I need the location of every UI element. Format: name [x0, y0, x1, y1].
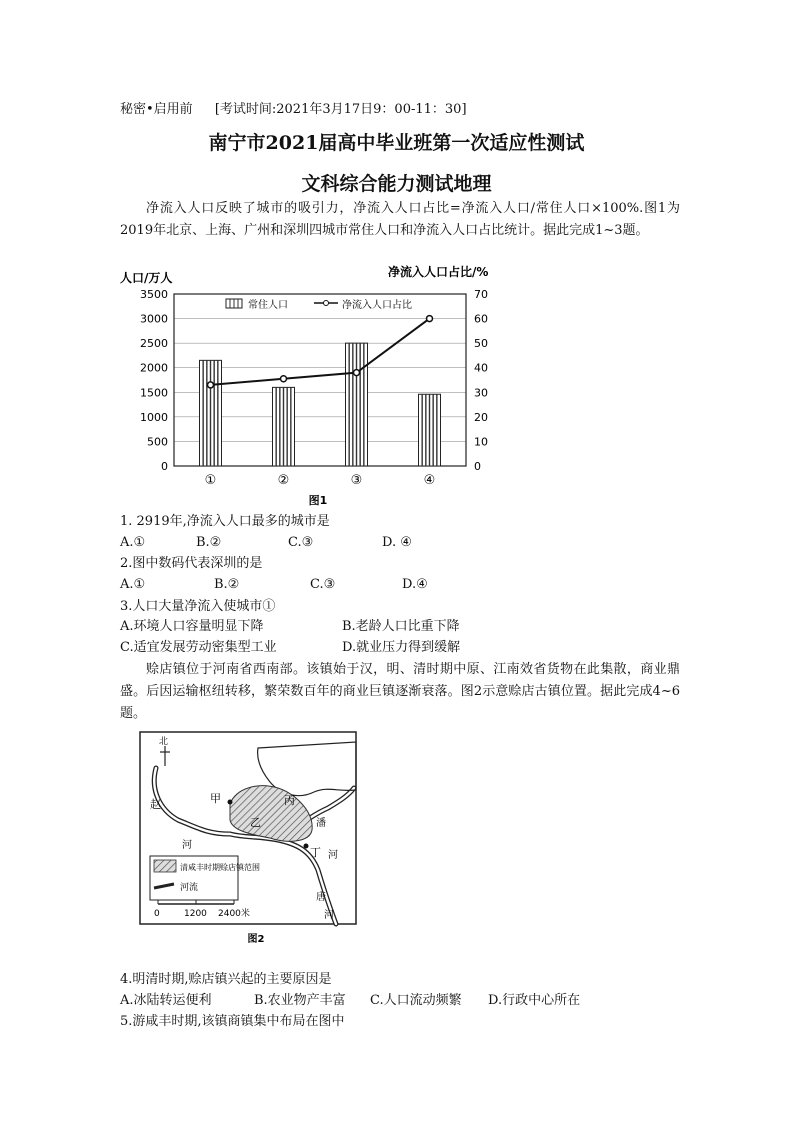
y-right-tick-label: 70: [474, 288, 488, 301]
y-right-tick-label: 20: [474, 410, 488, 424]
question-3-options-row1: [120, 617, 680, 637]
scale-1200: 1200: [184, 909, 207, 919]
question-3-options-row2: [120, 638, 680, 658]
north-label: 北: [159, 737, 169, 747]
y-right-tick-label: 10: [474, 435, 488, 449]
y-left-tick-label: 3500: [140, 288, 168, 301]
tang-label: 唐: [316, 892, 326, 903]
y-axis-left-label: 人口/万人: [120, 271, 173, 285]
exam-time: [考试时间:2021年3月17日9：00-11：30]: [214, 102, 467, 117]
y-left-tick-label: 0: [161, 460, 168, 473]
q2-option-c[interactable]: C.③: [310, 577, 336, 592]
figure-2-caption: 图2: [247, 934, 265, 945]
question-1: 1. 2919年,净流入人口最多的城市是: [120, 514, 330, 529]
q1-option-d[interactable]: D. ④: [382, 535, 412, 550]
ratio-line: [211, 319, 430, 385]
scale-0: 0: [154, 909, 160, 919]
y-left-tick-label: 3000: [140, 312, 168, 326]
y-right-tick-label: 50: [474, 337, 488, 351]
q3-option-c[interactable]: C.适宜发展劳动密集型工业: [120, 640, 277, 655]
pan-he-label: 河: [328, 850, 338, 861]
tang-he-label: 河: [324, 910, 334, 921]
question-4: 4.明清时期,赊店镇兴起的主要原因是: [120, 972, 332, 987]
q1-option-b[interactable]: B.②: [196, 535, 222, 550]
exam-header: [120, 98, 467, 117]
x-category-label: ②: [277, 473, 290, 488]
zhao-label: 赵: [150, 798, 161, 811]
intro-paragraph-1: 净流入人口反映了城市的吸引力，净流入人口占比=净流入人口/常住人口×100%.图1为2019年北京、上海、广州和深圳四城市常住人口和净流入人口占比统计。据此完成1~3题。: [120, 201, 680, 238]
q3-option-a[interactable]: A.环境人口容量明显下降: [120, 619, 264, 634]
y-right-tick-label: 0: [474, 460, 481, 473]
q2-option-d[interactable]: D.④: [402, 577, 428, 592]
y-right-tick-label: 30: [474, 386, 488, 400]
legend-line-label: 净流入人口占比: [342, 300, 412, 311]
y-axis-right-label: 净流入人口占比/%: [388, 265, 489, 279]
point-jia-label: 甲: [210, 792, 221, 805]
question-2: 2.图中数码代表深圳的是: [120, 556, 263, 571]
ratio-point: [281, 376, 287, 382]
zhao-he-label: 河: [182, 840, 192, 851]
figure-1-caption: 图1: [308, 494, 328, 507]
exam-title: 南宁市2021届高中毕业班第一次适应性测试: [208, 132, 585, 154]
question-5: 5.游咸丰时期,该镇商镇集中布局在图中: [120, 1014, 345, 1029]
chart-legend: [226, 298, 412, 311]
y-left-tick-label: 2000: [140, 361, 168, 375]
secret-label: 秘密•启用前: [120, 102, 193, 117]
q1-option-c[interactable]: C.③: [288, 535, 314, 550]
ratio-point: [208, 382, 214, 388]
y-left-tick-label: 2500: [140, 337, 168, 351]
q1-option-a[interactable]: A.①: [120, 535, 146, 550]
q4-option-a[interactable]: A.冰陆转运便利: [120, 993, 212, 1008]
y-left-tick-label: 1000: [140, 410, 168, 424]
y-left-tick-label: 1500: [140, 386, 168, 400]
y-right-tick-label: 40: [474, 361, 488, 375]
x-category-label: ④: [423, 473, 436, 488]
q3-option-d[interactable]: D.就业压力得到缓解: [342, 640, 461, 655]
legend-town-swatch: [154, 860, 176, 872]
question-4-options: [120, 991, 680, 1011]
pan-label: 潘: [316, 818, 326, 829]
ratio-point: [354, 370, 360, 376]
intro-paragraph-2: 赊店镇位于河南省西南部。该镇始于汉，明、清时期中原、江南效省货物在此集散，商业鼎盛。后因运输枢纽转移，繁荣数百年的商业巨镇逐渐衰落。图2示意赊店古镇位置。据此完成4~6题。: [120, 662, 680, 721]
legend-bar-label: 常住人口: [248, 300, 288, 311]
y-right-tick-label: 60: [474, 312, 488, 326]
q4-option-d[interactable]: D.行政中心所在: [488, 993, 581, 1008]
point-jia: [228, 800, 233, 805]
point-ding-label: 丁: [310, 846, 321, 859]
sheidian-map: [138, 730, 374, 950]
y-left-tick-label: 500: [147, 435, 168, 449]
scale-2400: 2400米: [218, 909, 250, 919]
question-1-options: [120, 533, 680, 553]
q2-option-b[interactable]: B.②: [214, 577, 240, 592]
q2-option-a[interactable]: A.①: [120, 577, 146, 592]
q4-option-c[interactable]: C.人口流动频繁: [370, 993, 462, 1008]
question-2-options: [120, 575, 680, 595]
point-yi-label: 乙: [250, 816, 261, 829]
population-chart: [118, 262, 498, 512]
exam-subtitle: 文科综合能力测试地理: [301, 173, 492, 195]
point-ding: [304, 844, 309, 849]
x-category-label: ①: [204, 473, 217, 488]
legend-river-label: 河流: [180, 883, 199, 893]
x-category-label: ③: [350, 473, 363, 488]
q4-option-b[interactable]: B.农业物产丰富: [254, 993, 346, 1008]
ratio-point: [427, 316, 433, 322]
point-bing-label: 丙: [284, 794, 295, 807]
q3-option-b[interactable]: B.老龄人口比重下降: [342, 619, 460, 634]
question-3: 3.人口大量净流入使城市①: [120, 599, 276, 614]
legend-town-label: 清咸丰时期赊店镇范围: [180, 863, 260, 872]
